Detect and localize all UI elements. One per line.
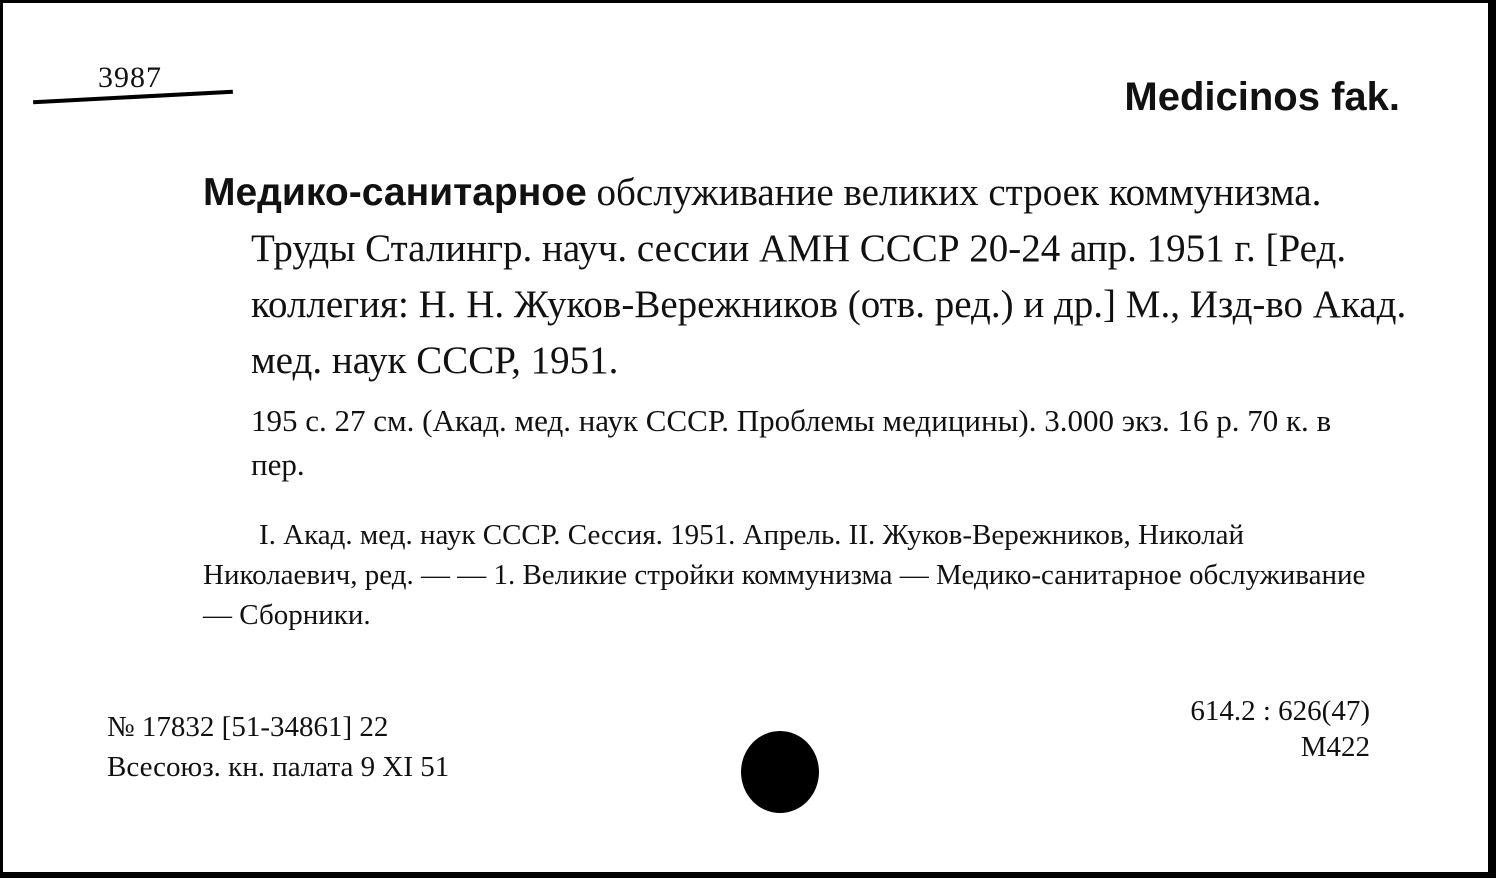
- inventory-number: 3987: [98, 61, 162, 94]
- footer-left: [107, 707, 449, 787]
- title-text: обслуживание великих строек коммунизма. Труды Сталингр. науч. сессии АМН СССР 20-24 апр. 1951 г. [Ред. коллегия: Н. Н. Жуков-Вережников (отв. ред.) и др.] М., Изд-во Акад. мед. наук СССР, 1951.: [251, 171, 1407, 382]
- heading: Медико-санитарное: [203, 171, 587, 214]
- title-entry: [203, 165, 1431, 389]
- collation: 195 с. 27 см. (Акад. мед. наук СССР. Проблемы медицины). 3.000 экз. 16 р. 70 к. в пер.: [251, 403, 1332, 482]
- classification: 614.2 : 626(47): [1190, 695, 1370, 727]
- book-chamber: Всесоюз. кн. палата 9 XI 51: [107, 751, 450, 783]
- record-number: № 17832 [51-34861] 22: [107, 711, 389, 743]
- library-stamp: Medicinos fak.: [1124, 75, 1400, 119]
- punch-hole: [741, 731, 819, 813]
- call-number: M422: [1300, 731, 1370, 763]
- tracings: I. Акад. мед. наук СССР. Сессия. 1951. Апрель. II. Жуков-Вережников, Николай Николаевич, ред. — — 1. Великие стройки коммунизма — Медико-санитарное обслуживание — Сборники.: [203, 519, 1366, 631]
- footer-right: [1190, 693, 1370, 765]
